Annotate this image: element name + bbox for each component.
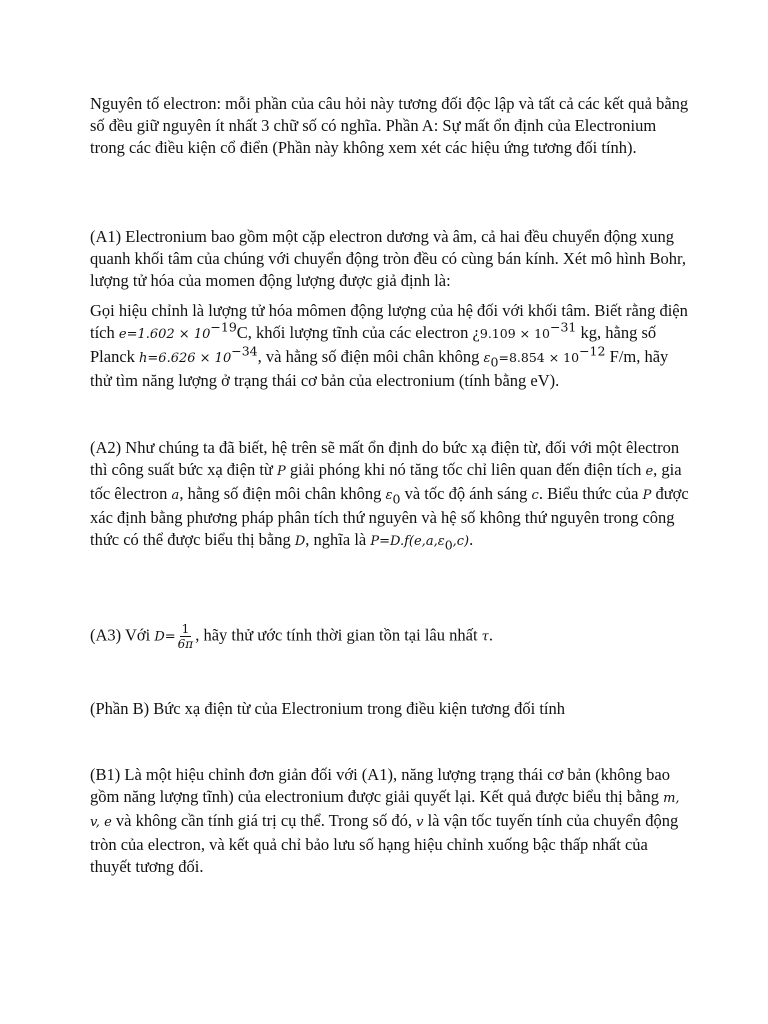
mass-glyph: ¿ xyxy=(472,323,480,342)
a3-text-2: , hãy thử ước tính thời gian tồn tại lâu nhất xyxy=(195,625,482,645)
a1-text-5: F/m, hãy thử tìm năng lượng ở trạng thái cơ bản của electronium (tính bằng eV). xyxy=(90,347,669,390)
formula-args-1: (e,a,ε xyxy=(408,534,445,549)
part-b-heading: (Phần B) Bức xạ điện từ của Electronium trong điều kiện tương đối tính xyxy=(90,699,566,718)
charge-exponent: −19 xyxy=(210,319,237,335)
tau-symbol: τ xyxy=(481,629,489,645)
formula-args-2: ,c) xyxy=(452,534,470,549)
a2-text-6: . Biểu thức của xyxy=(538,484,643,503)
fraction-numerator: 1 xyxy=(181,622,190,636)
a3-text-1: (A3) Với xyxy=(90,625,155,645)
formula-lhs: P=D.f xyxy=(370,534,409,549)
b1-text-1: (B1) Là một hiệu chỉnh đơn giản đối với (A1), năng lượng trạng thái cơ bản (không bao gồm năng lượng tĩnh) của electronium được giải quyết lại. Kết quả được biểu thị bằng xyxy=(90,765,670,806)
a2-text-3: , gia tốc êlectron xyxy=(90,460,682,503)
acceleration-symbol: a xyxy=(171,488,180,503)
a2-text-7: được xác định bằng phương pháp phân tích thứ nguyên và hệ số không thứ nguyên trong công thức có thể được biểu thị bằng xyxy=(90,484,689,549)
power-symbol-2: P xyxy=(642,488,652,503)
a2-text-4: , hằng số điện môi chân không xyxy=(179,484,386,503)
a1-text-2: C, khối lượng tĩnh của các electron xyxy=(236,323,473,342)
a2-text-8: , nghĩa là xyxy=(305,530,371,549)
charge-constant: e=1.602 × 10 xyxy=(118,327,211,342)
b1-paragraph xyxy=(90,764,690,878)
coefficient-symbol: D= xyxy=(154,629,176,645)
b1-text-3: là vận tốc tuyến tính của chuyển động tròn của electron, và kết quả chỉ bảo lưu số hạng hiệu chỉnh xuống bậc thấp nhất của thuyết tương đối. xyxy=(90,811,679,876)
a2-paragraph xyxy=(90,437,690,553)
charge-symbol: e xyxy=(645,464,654,479)
permittivity-exponent: −12 xyxy=(579,343,606,359)
mass-constant: 9.109 × 10 xyxy=(479,326,550,341)
variables-list: m, v, e xyxy=(90,791,680,830)
a3-paragraph xyxy=(90,622,690,651)
coefficient-symbol: D xyxy=(294,534,306,549)
a1-constants-paragraph xyxy=(90,300,690,392)
a1-text-4: , và hằng số điện môi chân không xyxy=(257,347,484,366)
a1-text-1: Gọi hiệu chỉnh là lượng tử hóa mômen động lượng của hệ đối với khối tâm. Biết rằng điện tích xyxy=(90,301,688,342)
formula-subscript: 0 xyxy=(444,537,453,553)
b1-text-2: và không cần tính giá trị cụ thể. Trong số đó, xyxy=(111,811,417,830)
velocity-symbol: v xyxy=(416,815,424,830)
a2-text-1: (A2) Như chúng ta đã biết, hệ trên sẽ mất ổn định do bức xạ điện từ, đối với một êlectron thì công suất bức xạ điện từ xyxy=(90,438,680,479)
a2-text-9: . xyxy=(469,530,474,549)
permittivity-constant: =8.854 × 10 xyxy=(498,350,580,365)
mass-exponent: −31 xyxy=(550,319,577,335)
planck-constant: h=6.626 × 10 xyxy=(139,351,232,366)
epsilon-symbol: ε xyxy=(483,351,491,366)
a2-text-2: giải phóng khi nó tăng tốc chỉ liên quan đến điện tích xyxy=(285,460,646,479)
epsilon-symbol: ε xyxy=(385,488,393,503)
fraction-denominator: 6π xyxy=(177,637,194,651)
epsilon-subscript: 0 xyxy=(490,354,499,370)
a2-text-5: và tốc độ ánh sáng xyxy=(400,484,532,503)
fraction xyxy=(176,622,196,651)
epsilon-subscript: 0 xyxy=(392,491,401,507)
a1-paragraph: (A1) Electronium bao gồm một cặp electron dương và âm, cả hai đều chuyển động xung quanh khối tâm của chúng với chuyển động tròn đều có cùng bán kính. Xét mô hình Bohr, lượng tử hóa của momen động lượng được giả định là: xyxy=(90,227,686,290)
light-speed-symbol: c xyxy=(531,488,539,503)
intro-paragraph: Nguyên tố electron: mỗi phần của câu hỏi này tương đối độc lập và tất cả các kết quả bằng số đều giữ nguyên ít nhất 3 chữ số có nghĩa. Phần A: Sự mất ổn định của Electronium trong các điều kiện cổ điển (Phần này không xem xét các hiệu ứng tương đối tính). xyxy=(90,94,689,157)
a1-text-3: kg, hằng số Planck xyxy=(90,323,657,366)
planck-exponent: −34 xyxy=(231,343,258,359)
power-symbol: P xyxy=(276,464,286,479)
a3-text-3: . xyxy=(488,625,493,645)
